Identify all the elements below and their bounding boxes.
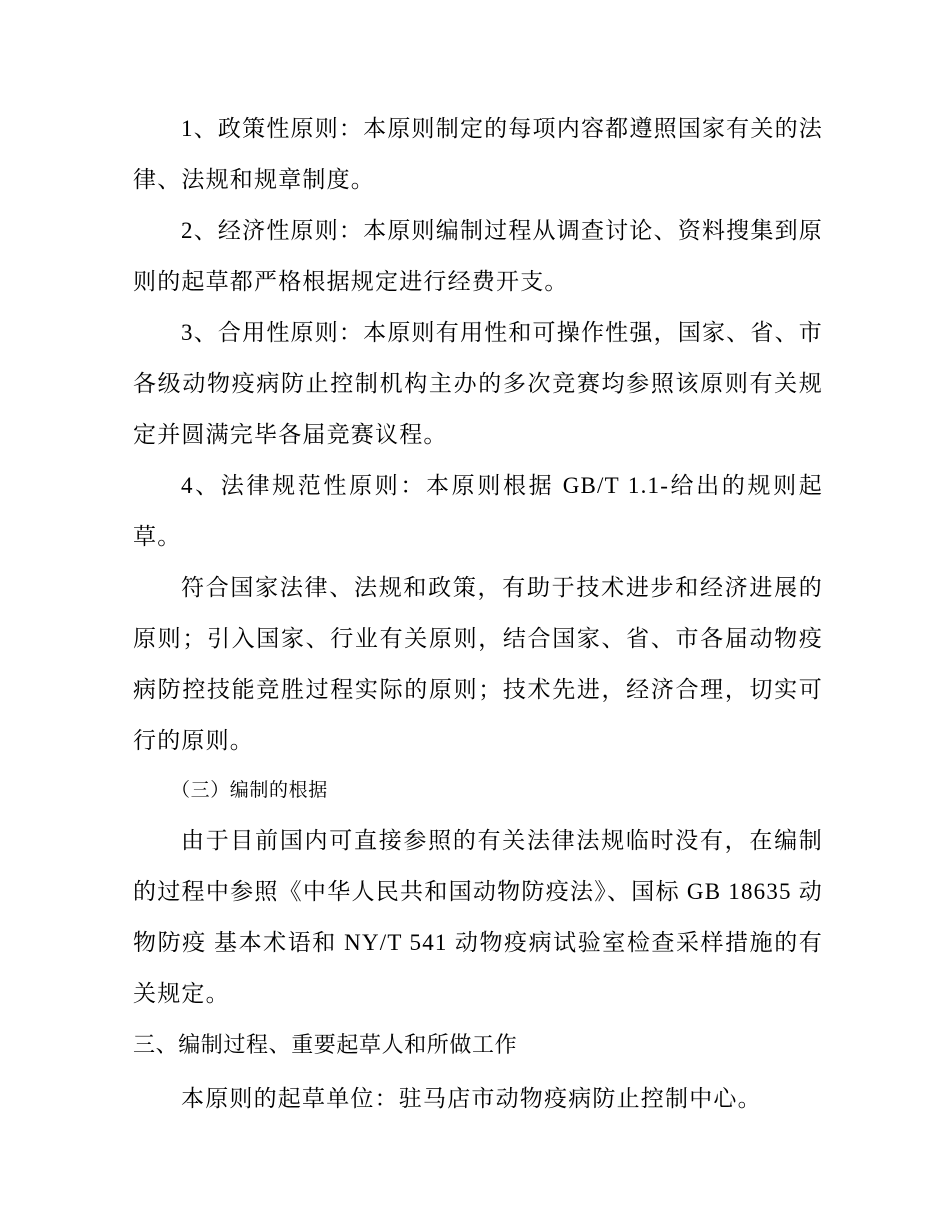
principle-economic: 2、经济性原则：本原则编制过程从调查讨论、资料搜集到原则的起草都严格根据规定进行经费开支。: [133, 218, 823, 294]
document-body: [133, 103, 823, 1124]
principle-applicability: 3、合用性原则：本原则有用性和可操作性强，国家、省、市各级动物疫病防止控制机构主办的多次竞赛均参照该原则有关规定并圆满完毕各届竞赛议程。: [133, 320, 823, 447]
section-heading-process: 三、编制过程、重要起草人和所做工作: [133, 1033, 518, 1058]
principles-summary: 符合国家法律、法规和政策，有助于技术进步和经济进展的原则；引入国家、行业有关原则，结合国家、省、市各届动物疫病防控技能竞胜过程实际的原则；技术先进，经济合理，切实可行的原则。: [133, 575, 823, 753]
basis-paragraph: 由于目前国内可直接参照的有关法律法规临时没有，在编制的过程中参照《中华人民共和国动物防疫法》、国标 GB 18635 动物防疫 基本术语和 NY/T 541 动物疫病试验室检查采样措施的有关规定。: [133, 828, 823, 1006]
principle-policy: 1、政策性原则：本原则制定的每项内容都遵照国家有关的法律、法规和规章制度。: [133, 116, 823, 192]
subheading-basis: （三）编制的根据: [171, 779, 328, 801]
principle-legal-standard: 4、法律规范性原则：本原则根据 GB/T 1.1-给出的规则起草。: [133, 473, 823, 549]
drafting-unit-paragraph: 本原则的起草单位：驻马店市动物疫病防止控制中心。: [181, 1086, 762, 1111]
